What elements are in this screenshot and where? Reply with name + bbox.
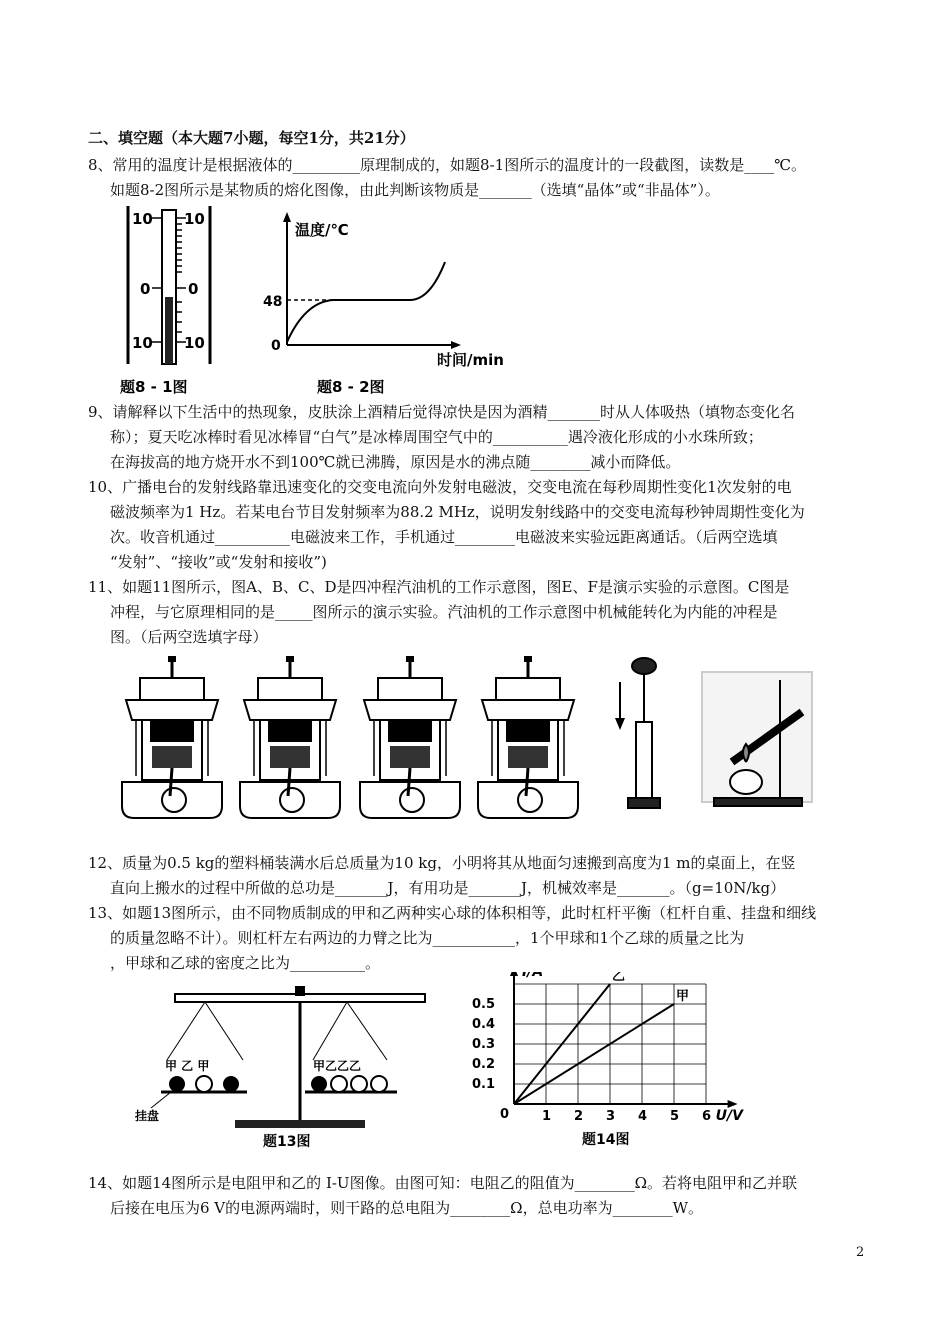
thermometer-figure (110, 202, 240, 397)
q9-line-1: 9、请解释以下生活中的热现象，皮肤涂上酒精后觉得凉快是因为酒精_______时从人体吸热（填物态变化名 (88, 403, 796, 421)
melting-origin: 0 (271, 338, 281, 354)
y-axis-arrow (510, 972, 518, 976)
thermo-tick-top-right: 10 (184, 210, 205, 228)
x-axis-arrow (728, 1100, 738, 1108)
q10-line-1: 10、广播电台的发射线路靠迅速变化的交变电流向外发射电磁波，交变电流在每秒周期性变化1次发射的电 (88, 478, 792, 496)
fig13-caption: 题13图 (263, 1134, 311, 1150)
x-tick-label: 3 (606, 1109, 616, 1124)
x-tick-label: 6 (702, 1109, 712, 1124)
series-label: 乙 (612, 972, 626, 984)
q13-line-2: 的质量忽略不计）。则杠杆左右两边的力臂之比为___________，1个甲球和1个乙球的质量之比为 (110, 929, 745, 947)
q10-line-3: 次。收音机通过__________电磁波来工作，手机通过________电磁波来实验远距离通话。（后两空选填 (110, 528, 778, 546)
y-tick-label: 0.1 (472, 1077, 496, 1092)
q9-line-2: 称）；夏天吃冰棒时看见冰棒冒“白气”是冰棒周围空气中的__________遇冷液化形成的小水珠所致； (110, 428, 763, 446)
section-title: 二、填空题（本大题7小题，每空1分，共21分） (88, 129, 415, 147)
q13-line-3: ，甲球和乙球的密度之比为__________。 (110, 954, 381, 972)
thermo-tick-bot-right: 10 (184, 334, 205, 352)
melting-xlabel: 时间/min (437, 351, 504, 369)
thermo-tick-mid-left: 0 (140, 280, 151, 298)
y-tick-label: 0.3 (472, 1037, 496, 1052)
q11-line-1: 11、如题11图所示，图A、B、C、D是四冲程汽油机的工作示意图，图E、F是演示实验的示意图。C图是 (88, 578, 790, 596)
page-number: 2 (856, 1245, 865, 1260)
thermo-tick-top-left: 10 (132, 210, 153, 228)
y-axis-label: I/A (522, 972, 544, 980)
melting-48-label: 48 (263, 294, 283, 310)
q10-line-4: “发射”、“接收”或“发射和接收”) (110, 553, 327, 571)
y-tick-label: 0.4 (472, 1017, 496, 1032)
iu-chart (470, 972, 750, 1152)
q10-line-2: 磁波频率为1 Hz。若某电台节目发射频率为88.2 MHz，说明发射线路中的交变电流每秒钟周期性变化为 (110, 503, 805, 521)
lever-balance-figure (135, 980, 435, 1150)
y-tick-label: 0.5 (472, 997, 496, 1012)
fig8-1-caption: 题8 - 1图 (120, 378, 188, 396)
q13-line-1: 13、如题13图所示，由不同物质制成的甲和乙两种实心球的体积相等，此时杠杆平衡（杠杆自重、挂盘和细线 (88, 904, 817, 922)
left-pan-labels: 甲 乙 甲 (165, 1059, 210, 1073)
series-line (514, 1004, 674, 1104)
x-tick-label: 4 (638, 1109, 648, 1124)
q14-line-1: 14、如题14图所示是电阻甲和乙的 I-U图像。由图可知：电阻乙的阻值为________Ω。若将电阻甲和乙并联 (88, 1174, 798, 1192)
q14-line-2: 后接在电压为6 V的电源两端时，则干路的总电阻为________Ω，总电功率为________W。 (110, 1199, 704, 1217)
y-tick-label: 0.2 (472, 1057, 496, 1072)
thermo-tick-mid-right: 0 (188, 280, 199, 298)
engine-strokes-figure (112, 652, 832, 822)
q12-line-2: 直向上搬水的过程中所做的总功是_______J，有用功是_______J，机械效率是_______。（g=10N/kg） (110, 879, 786, 897)
pan-label: 挂盘 (135, 1109, 160, 1123)
melting-ylabel: 温度/℃ (295, 221, 349, 239)
melting-graph-figure (255, 210, 545, 400)
q12-line-1: 12、质量为0.5 kg的塑料桶装满水后总质量为10 kg，小明将其从地面匀速搬到高度为1 m的桌面上，在竖 (88, 854, 796, 872)
iu-chart-figure (470, 972, 750, 1152)
q9-line-3: 在海拔高的地方烧开水不到100℃就已沸腾，原因是水的沸点随________减小而降低。 (110, 453, 681, 471)
fig8-2-caption: 题8 - 2图 (317, 378, 385, 396)
q8-line-2: 如题8-2图所示是某物质的熔化图像，由此判断该物质是_______（选填“晶体”或“非晶体”）。 (110, 181, 720, 199)
right-pan-labels: 甲乙乙乙 (313, 1059, 362, 1073)
x-axis-label: U/V (715, 1108, 743, 1124)
x-tick-label: 5 (670, 1109, 680, 1124)
x-tick-label: 1 (542, 1109, 552, 1124)
q11-line-3: 图。（后两空选填字母） (110, 628, 268, 646)
thermo-tick-bot-left: 10 (132, 334, 153, 352)
q11-line-2: 冲程，与它原理相同的是_____图所示的演示实验。汽油机的工作示意图中机械能转化为内能的冲程是 (110, 603, 778, 621)
fig14-caption: 题14图 (582, 1132, 630, 1148)
origin-label: 0 (500, 1107, 510, 1122)
series-label: 甲 (676, 989, 690, 1004)
x-tick-label: 2 (574, 1109, 584, 1124)
q8-line-1: 8、常用的温度计是根据液体的_________原理制成的，如题8-1图所示的温度计的一段截图，读数是____℃。 (88, 156, 806, 174)
